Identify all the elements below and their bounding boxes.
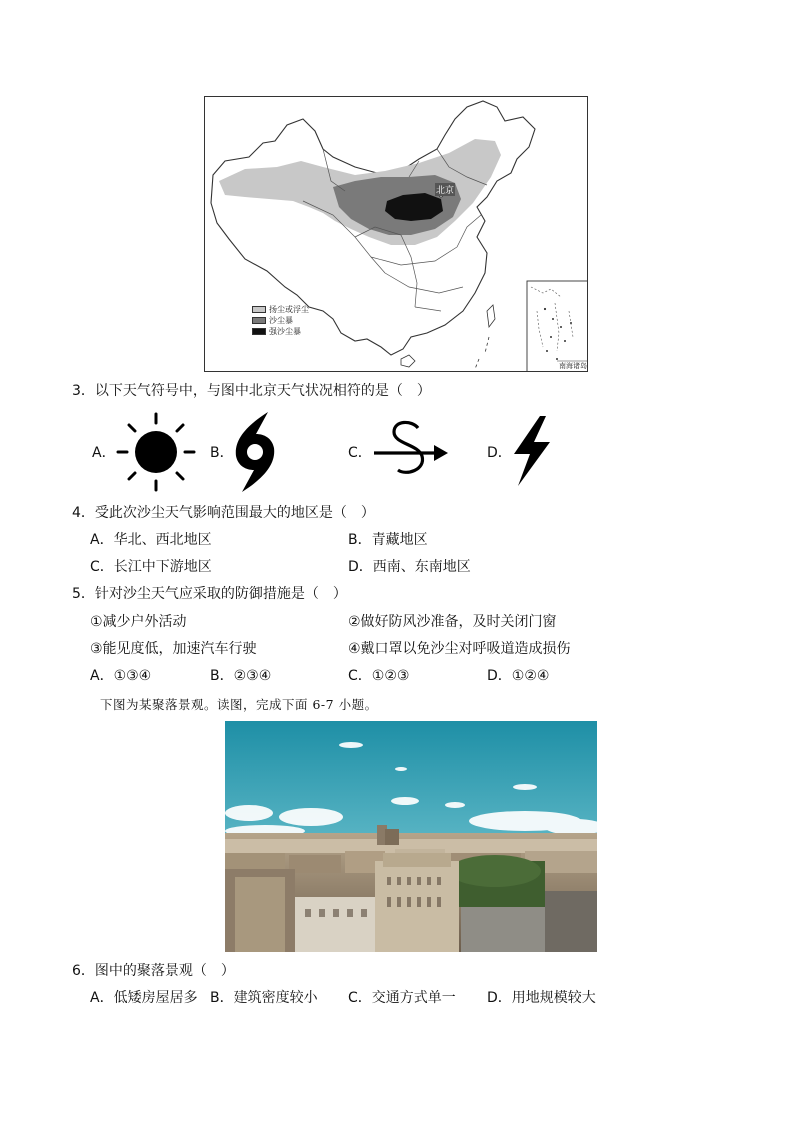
legend-swatch — [252, 306, 266, 313]
question-3-stem: 3．以下天气符号中，与图中北京天气状况相符的是（ ） — [72, 383, 431, 399]
sandstorm-icon — [372, 418, 450, 484]
q5-option-b: B．②③④ — [210, 668, 272, 684]
hainan-island — [401, 355, 415, 367]
legend-item-sandstorm — [252, 315, 293, 325]
legend-item-light-dust — [252, 304, 309, 314]
legend-label: 扬尘或浮尘 — [269, 304, 309, 314]
typhoon-icon — [232, 410, 278, 494]
q4-option-b: B．青藏地区 — [348, 532, 428, 548]
q3-option-b-label: B． — [210, 445, 234, 461]
lightning-icon — [510, 414, 554, 488]
q3-option-c-label: C． — [348, 445, 372, 461]
sea-boundary-line — [475, 337, 489, 369]
q5-option-d: D．①②④ — [487, 668, 550, 684]
legend-label: 沙尘暴 — [269, 315, 293, 325]
q4-option-c: C．长江中下游地区 — [90, 559, 212, 575]
q5-option-a: A．①③④ — [90, 668, 152, 684]
q5-item-4: ④戴口罩以免沙尘对呼吸道造成损伤 — [348, 641, 571, 657]
question-5-stem: 5．针对沙尘天气应采取的防御措施是（ ） — [72, 586, 347, 602]
legend-swatch — [252, 317, 266, 324]
settlement-photo — [225, 721, 597, 952]
dust-weather-map — [204, 96, 588, 372]
inset-label: 南海诸岛 — [559, 362, 587, 370]
settlement-intro: 下图为某聚落景观。读图，完成下面 6-7 小题。 — [100, 697, 378, 712]
q5-option-c: C．①②③ — [348, 668, 410, 684]
question-6-stem: 6．图中的聚落景观（ ） — [72, 963, 235, 979]
q4-option-d: D．西南、东南地区 — [348, 559, 471, 575]
legend-item-severe-sandstorm — [252, 326, 301, 336]
map-legend — [252, 304, 332, 338]
q5-item-3: ③能见度低，加速汽车行驶 — [90, 641, 257, 657]
city-landscape-svg — [225, 721, 597, 952]
q6-option-d: D．用地规模较大 — [487, 990, 596, 1006]
q6-option-b: B．建筑密度较小 — [210, 990, 318, 1006]
question-4-stem: 4．受此次沙尘天气影响范围最大的地区是（ ） — [72, 505, 375, 521]
q6-option-c: C．交通方式单一 — [348, 990, 456, 1006]
beijing-label: 北京 — [435, 183, 455, 196]
q5-item-2: ②做好防风沙准备，及时关闭门窗 — [348, 614, 557, 630]
q3-option-a-label: A． — [92, 445, 116, 461]
legend-label: 强沙尘暴 — [269, 326, 301, 336]
q5-item-1: ①减少户外活动 — [90, 614, 187, 630]
q3-option-d-label: D． — [487, 445, 512, 461]
q6-option-a: A．低矮房屋居多 — [90, 990, 198, 1006]
sun-icon — [116, 412, 196, 492]
q4-option-a: A．华北、西北地区 — [90, 532, 212, 548]
taiwan-island — [487, 305, 495, 327]
legend-swatch — [252, 328, 266, 335]
